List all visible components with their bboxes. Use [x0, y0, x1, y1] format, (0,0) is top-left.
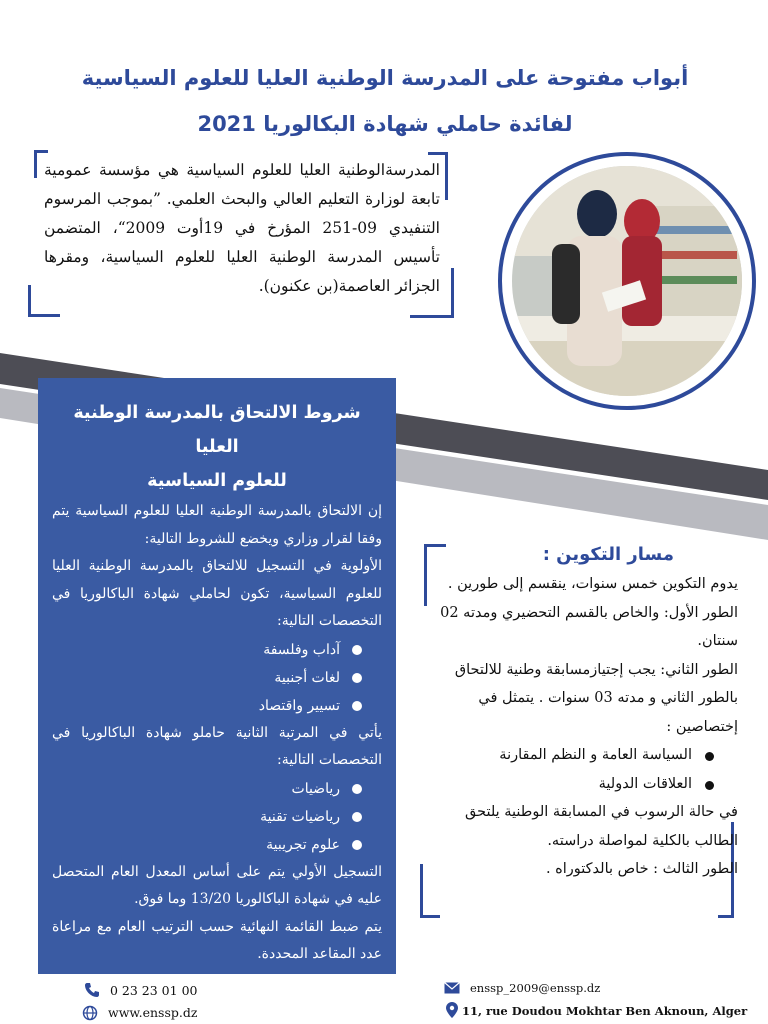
intro-text: المدرسةالوطنية العليا للعلوم السياسية هي مؤسسة عمومية تابعة لوزارة التعليم العالي والبحث العلمي. ”بموجب المرسوم التنفيدي 09-251 المؤرخ في 19أوت 2009“، المتضمن تأسيس المدرسة الوطنية العليا للعلوم السياسية، ومقرها الجزائر العاصمة(بن عكنون). [44, 161, 440, 295]
training-path-title: مسار التكوين : [542, 544, 674, 565]
training-path-section [430, 540, 748, 884]
training-first-stage: الطور الأول: والخاص بالقسم التحضيري ومدته 02 سنتان. [440, 604, 738, 649]
conditions-title [52, 396, 382, 498]
website-link[interactable]: www.enssp.dz [108, 1005, 198, 1020]
location-pin-icon [446, 1002, 458, 1018]
list-item: علوم تجريبية [52, 831, 362, 859]
bullet-icon [352, 701, 362, 711]
training-second-stage: الطور الثاني: يجب إجتيازمسابقة وطنية للالتحاق بالطور الثاني و مدته 03 سنوات . يتمثل في إختصاصين : [454, 661, 738, 735]
bullet-icon [352, 784, 362, 794]
students-reading-illustration [512, 166, 742, 396]
bullet-icon [352, 812, 362, 822]
list-item: آداب وفلسفة [52, 636, 362, 664]
list-item: العلاقات الدولية [430, 770, 714, 799]
globe-icon [82, 1005, 98, 1021]
priority-specialties-list [52, 636, 382, 720]
students-photo [512, 166, 742, 396]
conditions-final-list: يتم ضبط القائمة النهائية حسب الترتيب العام مع مراعاة عدد المقاعد المحددة. [52, 918, 382, 962]
training-failure-note: في حالة الرسوب في المسابقة الوطنية يلتحق الطالب بالكلية لمواصلة دراسته. [465, 804, 738, 849]
page-title: أبواب مفتوحة على المدرسة الوطنية العليا للعلوم السياسية [81, 66, 689, 90]
list-item: لغات أجنبية [52, 664, 362, 692]
conditions-intro: إن الالتحاق بالمدرسة الوطنية العليا للعلوم السياسية يتم وفقا لقرار وزاري ويخضع للشروط التالية: [52, 503, 382, 547]
email-icon [444, 982, 460, 994]
phone-number[interactable]: 0 23 23 01 00 [110, 983, 198, 998]
conditions-title-line2: للعلوم السياسية [147, 471, 287, 491]
bullet-icon [352, 645, 362, 655]
intro-paragraph [36, 156, 448, 316]
conditions-second-rank: يأتي في المرتبة الثانية حاملو شهادة الباكالوريا في التخصصات التالية: [52, 724, 382, 768]
conditions-grade: التسجيل الأولي يتم على أساس المعدل العام المتحصل عليه في شهادة الباكالوريا 13/20 وما فوق. [52, 863, 382, 907]
admission-conditions-panel [38, 378, 396, 974]
bullet-icon [705, 752, 714, 761]
second-specialties-list [52, 775, 382, 859]
phone-icon [84, 982, 100, 998]
conditions-priority: الأولوية في التسجيل للالتحاق بالمدرسة الوطنية العليا للعلوم السياسية، تكون لحاملي شهادة الباكالوريا في التخصصات التالية: [52, 558, 382, 629]
list-item: رياضيات تقنية [52, 803, 362, 831]
bullet-icon [705, 781, 714, 790]
page-subtitle: لفائدة حاملي شهادة البكالوريا 2021 [197, 112, 573, 136]
list-item: السياسة العامة و النظم المقارنة [430, 741, 714, 770]
address-text: 11, rue Doudou Mokhtar Ben Aknoun, Alger [462, 1004, 748, 1018]
bullet-icon [352, 840, 362, 850]
list-item: تسيير واقتصاد [52, 692, 362, 720]
training-third-stage: الطور الثالث : خاص بالدكتوراه . [545, 861, 738, 877]
list-item: رياضيات [52, 775, 362, 803]
training-duration: يدوم التكوين خمس سنوات، ينقسم إلى طورين . [447, 576, 738, 592]
conditions-title-line1: شروط الالتحاق بالمدرسة الوطنية العليا [73, 403, 361, 457]
specializations-list [430, 741, 748, 798]
bullet-icon [352, 673, 362, 683]
email-address[interactable]: enssp_2009@enssp.dz [470, 981, 601, 995]
